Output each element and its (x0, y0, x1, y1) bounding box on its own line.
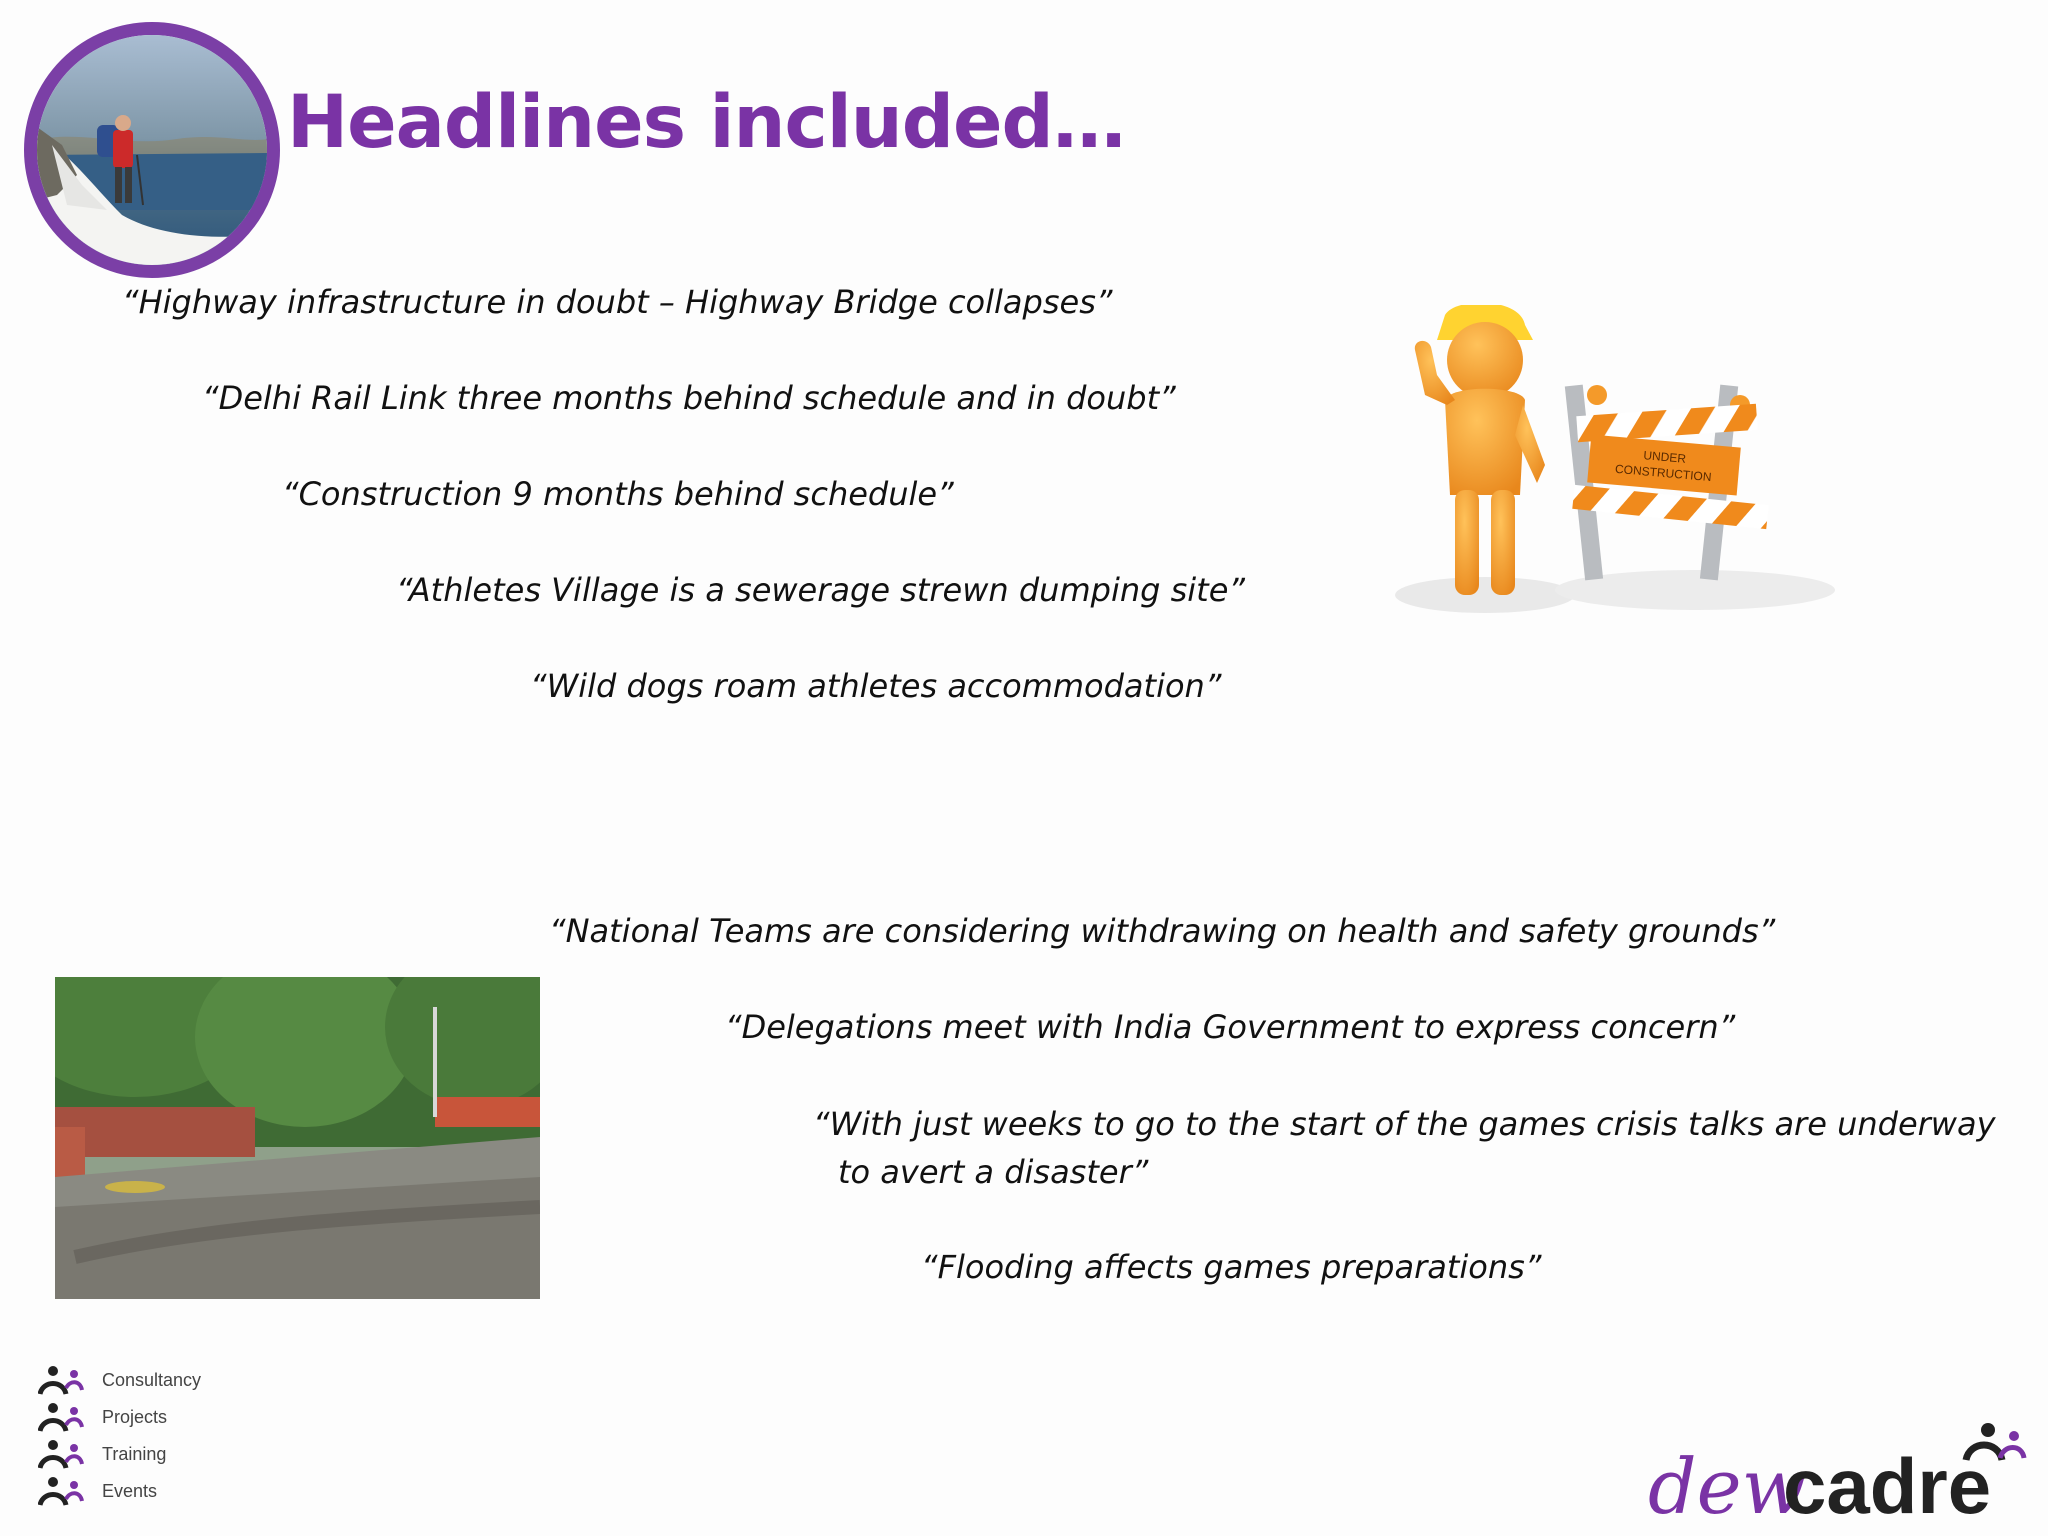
headline-item: “Construction 9 months behind schedule” (282, 475, 954, 513)
headline-item: “Delhi Rail Link three months behind schedule and in doubt” (202, 379, 1176, 417)
people-icon (38, 1401, 84, 1435)
dewcadre-logo (1648, 1418, 2028, 1528)
people-icon (38, 1438, 84, 1472)
hiker-photo (24, 22, 280, 278)
footer-item-projects[interactable] (38, 1399, 201, 1436)
footer-item-label: Projects (102, 1407, 168, 1427)
sign-text-line1: UNDER (1642, 448, 1687, 466)
headline-item: “Athletes Village is a sewerage strewn dumping site” (396, 571, 1245, 609)
headline-item: “With just weeks to go to the start of the games crisis talks are underway (813, 1105, 1996, 1143)
logo-dew: dew (1648, 1442, 1807, 1528)
logo-graphic (1648, 1418, 2028, 1528)
headline-item: “Highway infrastructure in doubt – Highway Bridge collapses” (122, 283, 1113, 321)
footer-item-consultancy[interactable] (38, 1362, 201, 1399)
people-icon (38, 1475, 84, 1509)
headline-item: “Wild dogs roam athletes accommodation” (530, 667, 1222, 705)
under-construction-illustration (1375, 305, 1860, 640)
headline-item: “Delegations meet with India Government to express concern” (725, 1008, 1736, 1046)
footer-item-events[interactable] (38, 1473, 201, 1510)
footer-menu (38, 1362, 201, 1510)
footer-item-label: Events (102, 1481, 158, 1501)
footer-item-label: Training (102, 1444, 167, 1464)
page-title: Headlines included… (287, 80, 1125, 165)
footer-item-label: Consultancy (102, 1370, 202, 1390)
mountain-hiker-icon (37, 35, 267, 265)
logo-cadre: cadre (1783, 1442, 1992, 1528)
under-construction-icon (1375, 305, 1860, 640)
flooded-road-icon (55, 977, 540, 1299)
people-icon (38, 1364, 84, 1398)
footer-item-training[interactable] (38, 1436, 201, 1473)
headline-item: “Flooding affects games preparations” (921, 1248, 1542, 1286)
flooded-road-photo (55, 977, 540, 1299)
sign-text-line2: CONSTRUCTION (1614, 461, 1713, 485)
headline-item-continued: to avert a disaster” (838, 1153, 1149, 1191)
headline-item: “National Teams are considering withdrawing on health and safety grounds” (549, 912, 1776, 950)
